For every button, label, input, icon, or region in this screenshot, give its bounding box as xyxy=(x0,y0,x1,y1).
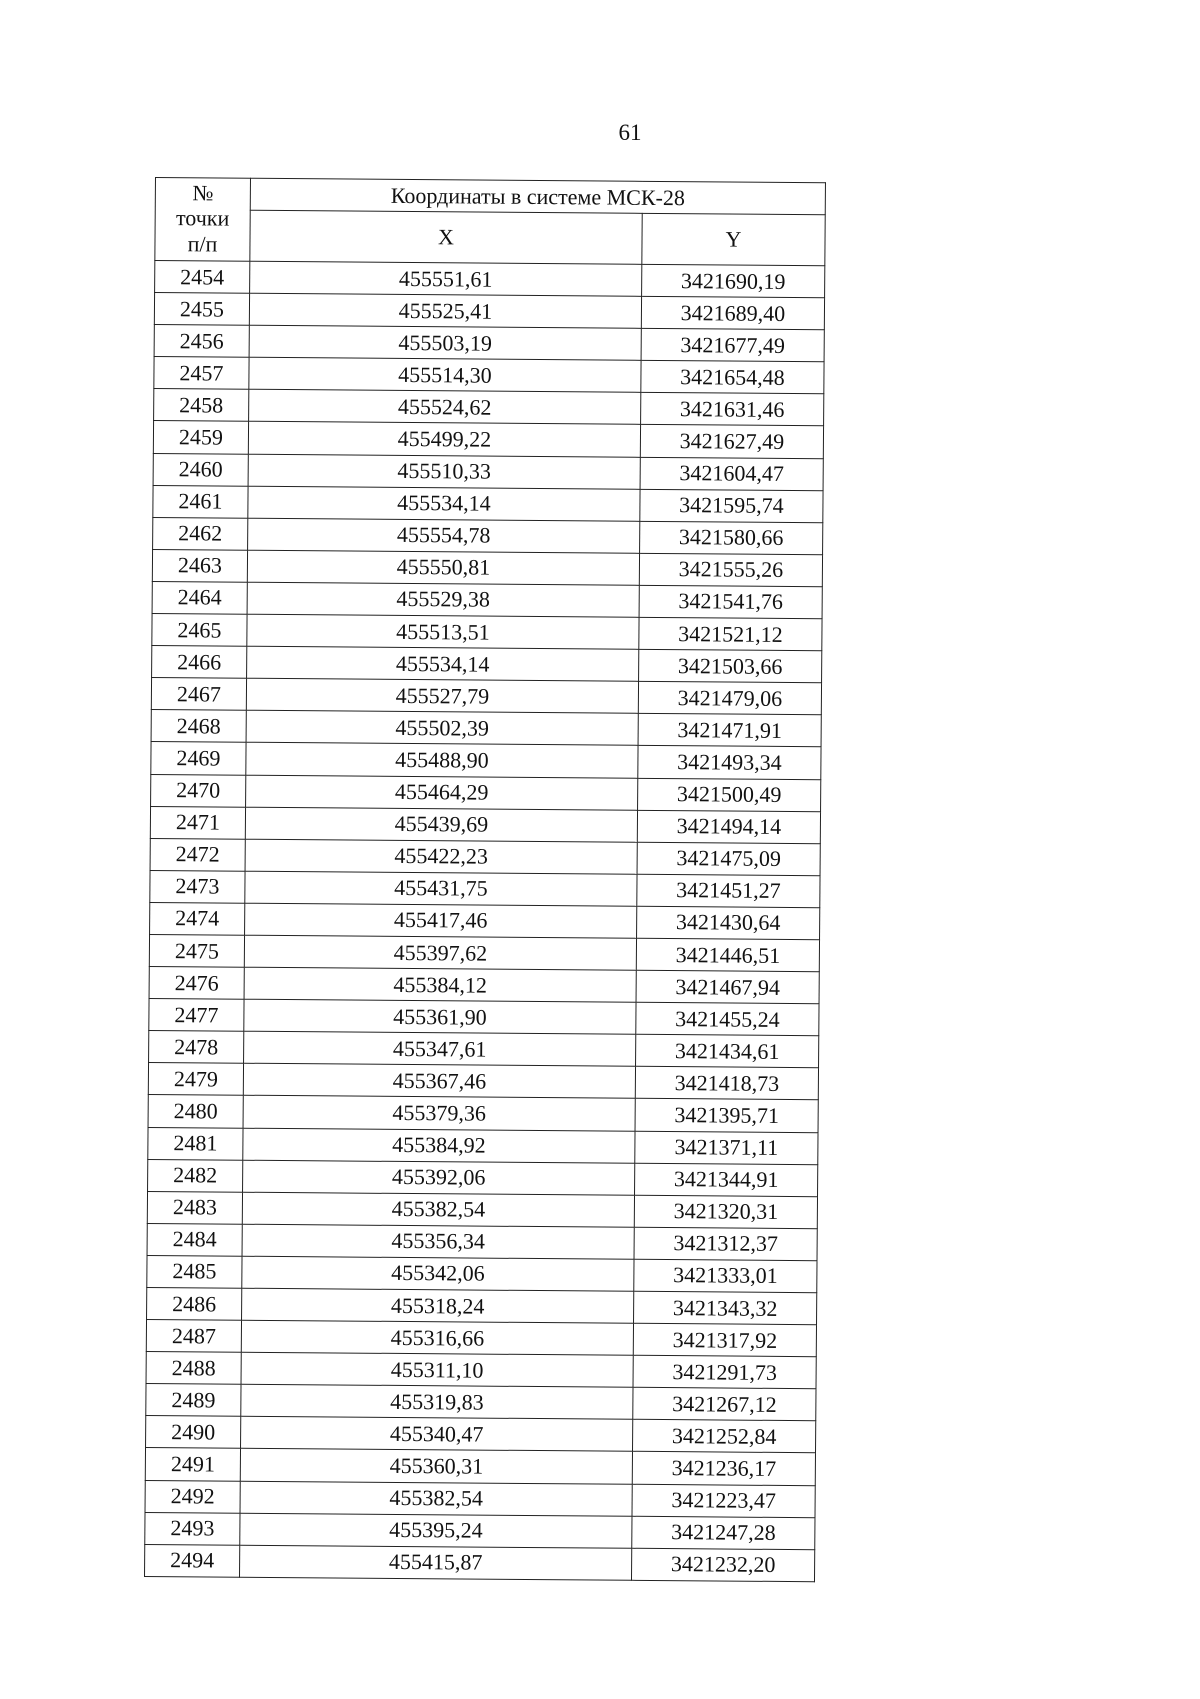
point-number-header xyxy=(155,178,251,262)
point-number-cell: 2480 xyxy=(148,1095,243,1128)
y-coordinate-cell: 3421494,14 xyxy=(637,810,820,844)
point-number-cell: 2473 xyxy=(150,870,245,903)
x-coordinate-cell: 455534,14 xyxy=(248,486,640,521)
y-coordinate-cell: 3421595,74 xyxy=(640,489,823,523)
x-coordinate-cell: 455534,14 xyxy=(247,646,639,681)
x-coordinate-cell: 455529,38 xyxy=(247,582,639,617)
coordinate-system-header: Координаты в системе МСК-28 xyxy=(250,178,825,215)
x-coordinate-cell: 455382,54 xyxy=(240,1481,632,1516)
y-coordinate-cell: 3421500,49 xyxy=(638,778,821,812)
point-number-cell: 2474 xyxy=(150,902,245,935)
y-coordinate-cell: 3421236,17 xyxy=(632,1452,815,1486)
x-coordinate-cell: 455422,23 xyxy=(245,839,637,874)
point-number-cell: 2484 xyxy=(147,1223,242,1256)
x-coordinate-cell: 455550,81 xyxy=(247,550,639,585)
y-coordinate-cell: 3421291,73 xyxy=(633,1355,816,1389)
table-row xyxy=(148,1159,818,1196)
point-number-cell: 2471 xyxy=(150,806,245,839)
x-coordinate-cell: 455340,47 xyxy=(241,1417,633,1452)
y-coordinate-cell: 3421333,01 xyxy=(634,1259,817,1293)
point-number-cell: 2490 xyxy=(146,1416,241,1449)
point-number-cell: 2491 xyxy=(145,1448,240,1481)
x-coordinate-cell: 455439,69 xyxy=(245,807,637,842)
table-row xyxy=(146,1320,816,1357)
table-row xyxy=(147,1287,817,1324)
x-coordinate-cell: 455367,46 xyxy=(243,1064,635,1099)
y-coordinate-cell: 3421434,61 xyxy=(636,1035,819,1069)
point-number-cell: 2468 xyxy=(151,710,246,743)
x-coordinate-cell: 455510,33 xyxy=(248,454,640,489)
table-row xyxy=(145,1480,815,1517)
point-number-cell: 2462 xyxy=(153,517,248,550)
table-row xyxy=(154,389,824,426)
coordinates-table xyxy=(144,177,826,1582)
x-coordinate-cell: 455464,29 xyxy=(246,775,638,810)
x-coordinate-cell: 455554,78 xyxy=(248,518,640,553)
x-coordinate-cell: 455527,79 xyxy=(246,678,638,713)
y-coordinate-cell: 3421312,37 xyxy=(634,1227,817,1261)
x-coordinate-cell: 455384,92 xyxy=(243,1128,635,1163)
x-coordinate-cell: 455524,62 xyxy=(249,390,641,425)
x-coordinate-cell: 455342,06 xyxy=(242,1256,634,1291)
y-coordinate-cell: 3421580,66 xyxy=(640,521,823,555)
point-number-cell: 2467 xyxy=(151,678,246,711)
x-coordinate-cell: 455514,30 xyxy=(249,358,641,393)
table-row xyxy=(148,1063,818,1100)
point-number-cell: 2494 xyxy=(145,1544,240,1577)
y-coordinate-cell: 3421371,11 xyxy=(635,1131,818,1165)
point-number-header-line2: точки xyxy=(175,205,230,231)
y-coordinate-cell: 3421690,19 xyxy=(642,264,825,298)
point-number-cell: 2486 xyxy=(147,1287,242,1320)
table-row xyxy=(152,581,822,618)
table-row xyxy=(146,1384,816,1421)
y-coordinate-cell: 3421451,27 xyxy=(637,874,820,908)
point-number-cell: 2485 xyxy=(147,1255,242,1288)
x-coordinate-cell: 455499,22 xyxy=(248,422,640,457)
y-coordinate-cell: 3421467,94 xyxy=(636,970,819,1004)
point-number-cell: 2477 xyxy=(149,999,244,1032)
x-coordinate-cell: 455316,66 xyxy=(241,1320,633,1355)
point-number-cell: 2475 xyxy=(149,934,244,967)
y-coordinate-cell: 3421689,40 xyxy=(641,296,824,330)
table-row xyxy=(149,1031,819,1068)
point-number-cell: 2463 xyxy=(152,549,247,582)
table-row xyxy=(153,517,823,554)
point-number-header-line1: № xyxy=(192,180,214,206)
table-row xyxy=(148,1127,818,1164)
x-coordinate-cell: 455415,87 xyxy=(240,1545,632,1580)
x-coordinate-cell: 455551,61 xyxy=(250,261,642,296)
y-coordinate-cell: 3421493,34 xyxy=(638,746,821,780)
x-coordinate-cell: 455395,24 xyxy=(240,1513,632,1548)
x-coordinate-cell: 455431,75 xyxy=(245,871,637,906)
table-row xyxy=(154,293,824,330)
y-coordinate-cell: 3421654,48 xyxy=(641,361,824,395)
table-row xyxy=(150,838,820,875)
point-number-cell: 2482 xyxy=(148,1159,243,1192)
table-row xyxy=(146,1352,816,1389)
x-coordinate-cell: 455503,19 xyxy=(249,325,641,360)
y-coordinate-cell: 3421455,24 xyxy=(636,1002,819,1036)
y-coordinate-cell: 3421223,47 xyxy=(632,1484,815,1518)
y-coordinate-cell: 3421521,12 xyxy=(639,617,822,651)
table-row xyxy=(152,646,822,683)
y-coordinate-cell: 3421430,64 xyxy=(637,906,820,940)
table-row xyxy=(147,1223,817,1260)
table-row xyxy=(145,1512,815,1549)
x-coordinate-cell: 455360,31 xyxy=(240,1449,632,1484)
table-row xyxy=(154,357,824,394)
table-row xyxy=(150,870,820,907)
point-number-cell: 2458 xyxy=(154,389,249,422)
x-column-header: X xyxy=(250,210,642,264)
point-number-cell: 2454 xyxy=(155,261,250,294)
y-coordinate-cell: 3421320,31 xyxy=(634,1195,817,1229)
x-coordinate-cell: 455384,12 xyxy=(244,967,636,1002)
x-coordinate-cell: 455513,51 xyxy=(247,614,639,649)
point-number-cell: 2464 xyxy=(152,581,247,614)
table-row xyxy=(152,549,822,586)
table-body xyxy=(145,261,825,1582)
table-row xyxy=(152,614,822,651)
x-coordinate-cell: 455356,34 xyxy=(242,1224,634,1259)
table-row xyxy=(145,1544,815,1581)
table-row xyxy=(149,967,819,1004)
point-number-cell: 2483 xyxy=(147,1191,242,1224)
point-number-cell: 2488 xyxy=(146,1352,241,1385)
y-column-header: Y xyxy=(642,213,825,265)
table-row xyxy=(147,1191,817,1228)
point-number-cell: 2457 xyxy=(154,357,249,390)
table-row xyxy=(151,742,821,779)
y-coordinate-cell: 3421471,91 xyxy=(638,714,821,748)
x-coordinate-cell: 455502,39 xyxy=(246,711,638,746)
point-number-cell: 2455 xyxy=(154,293,249,326)
table-row xyxy=(151,710,821,747)
x-coordinate-cell: 455525,41 xyxy=(249,293,641,328)
table-row xyxy=(150,806,820,843)
y-coordinate-cell: 3421541,76 xyxy=(639,585,822,619)
table-row xyxy=(150,902,820,939)
y-coordinate-cell: 3421631,46 xyxy=(641,393,824,427)
point-number-cell: 2465 xyxy=(152,614,247,647)
table-row xyxy=(147,1255,817,1292)
table-row xyxy=(149,934,819,971)
table-row xyxy=(146,1416,816,1453)
page-number: 61 xyxy=(618,120,642,145)
y-coordinate-cell: 3421232,20 xyxy=(631,1548,814,1582)
point-number-cell: 2478 xyxy=(149,1031,244,1064)
point-number-cell: 2481 xyxy=(148,1127,243,1160)
point-number-cell: 2459 xyxy=(153,421,248,454)
table-row xyxy=(151,678,821,715)
table-row xyxy=(149,999,819,1036)
point-number-cell: 2479 xyxy=(148,1063,243,1096)
table-row xyxy=(151,774,821,811)
table-row xyxy=(153,485,823,522)
y-coordinate-cell: 3421344,91 xyxy=(635,1163,818,1197)
point-number-cell: 2456 xyxy=(154,325,249,358)
y-coordinate-cell: 3421418,73 xyxy=(635,1067,818,1101)
y-coordinate-cell: 3421317,92 xyxy=(633,1323,816,1357)
y-coordinate-cell: 3421627,49 xyxy=(640,425,823,459)
x-coordinate-cell: 455392,06 xyxy=(243,1160,635,1195)
table-row xyxy=(153,453,823,490)
y-coordinate-cell: 3421446,51 xyxy=(636,938,819,972)
y-coordinate-cell: 3421503,66 xyxy=(639,649,822,683)
x-coordinate-cell: 455488,90 xyxy=(246,743,638,778)
y-coordinate-cell: 3421555,26 xyxy=(639,553,822,587)
point-number-cell: 2476 xyxy=(149,967,244,1000)
x-coordinate-cell: 455347,61 xyxy=(244,1031,636,1066)
point-number-cell: 2470 xyxy=(151,774,246,807)
x-coordinate-cell: 455379,36 xyxy=(243,1096,635,1131)
point-number-cell: 2487 xyxy=(146,1320,241,1353)
x-coordinate-cell: 455417,46 xyxy=(245,903,637,938)
point-number-cell: 2492 xyxy=(145,1480,240,1513)
y-coordinate-cell: 3421252,84 xyxy=(633,1420,816,1454)
y-coordinate-cell: 3421677,49 xyxy=(641,329,824,363)
x-coordinate-cell: 455382,54 xyxy=(242,1192,634,1227)
y-coordinate-cell: 3421267,12 xyxy=(633,1388,816,1422)
point-number-cell: 2466 xyxy=(152,646,247,679)
table-row xyxy=(154,325,824,362)
point-number-header-line3: п/п xyxy=(187,230,218,257)
point-number-cell: 2469 xyxy=(151,742,246,775)
table-row xyxy=(145,1448,815,1485)
y-coordinate-cell: 3421395,71 xyxy=(635,1099,818,1133)
point-number-cell: 2460 xyxy=(153,453,248,486)
y-coordinate-cell: 3421604,47 xyxy=(640,457,823,491)
x-coordinate-cell: 455361,90 xyxy=(244,999,636,1034)
table-row xyxy=(153,421,823,458)
y-coordinate-cell: 3421475,09 xyxy=(637,842,820,876)
x-coordinate-cell: 455318,24 xyxy=(242,1288,634,1323)
x-coordinate-cell: 455397,62 xyxy=(244,935,636,970)
y-coordinate-cell: 3421247,28 xyxy=(632,1516,815,1550)
y-coordinate-cell: 3421343,32 xyxy=(634,1291,817,1325)
point-number-cell: 2461 xyxy=(153,485,248,518)
point-number-cell: 2493 xyxy=(145,1512,240,1545)
y-coordinate-cell: 3421479,06 xyxy=(638,682,821,716)
table-row xyxy=(148,1095,818,1132)
table-row xyxy=(155,261,825,298)
x-coordinate-cell: 455319,83 xyxy=(241,1384,633,1419)
point-number-cell: 2472 xyxy=(150,838,245,871)
point-number-cell: 2489 xyxy=(146,1384,241,1417)
x-coordinate-cell: 455311,10 xyxy=(241,1352,633,1387)
